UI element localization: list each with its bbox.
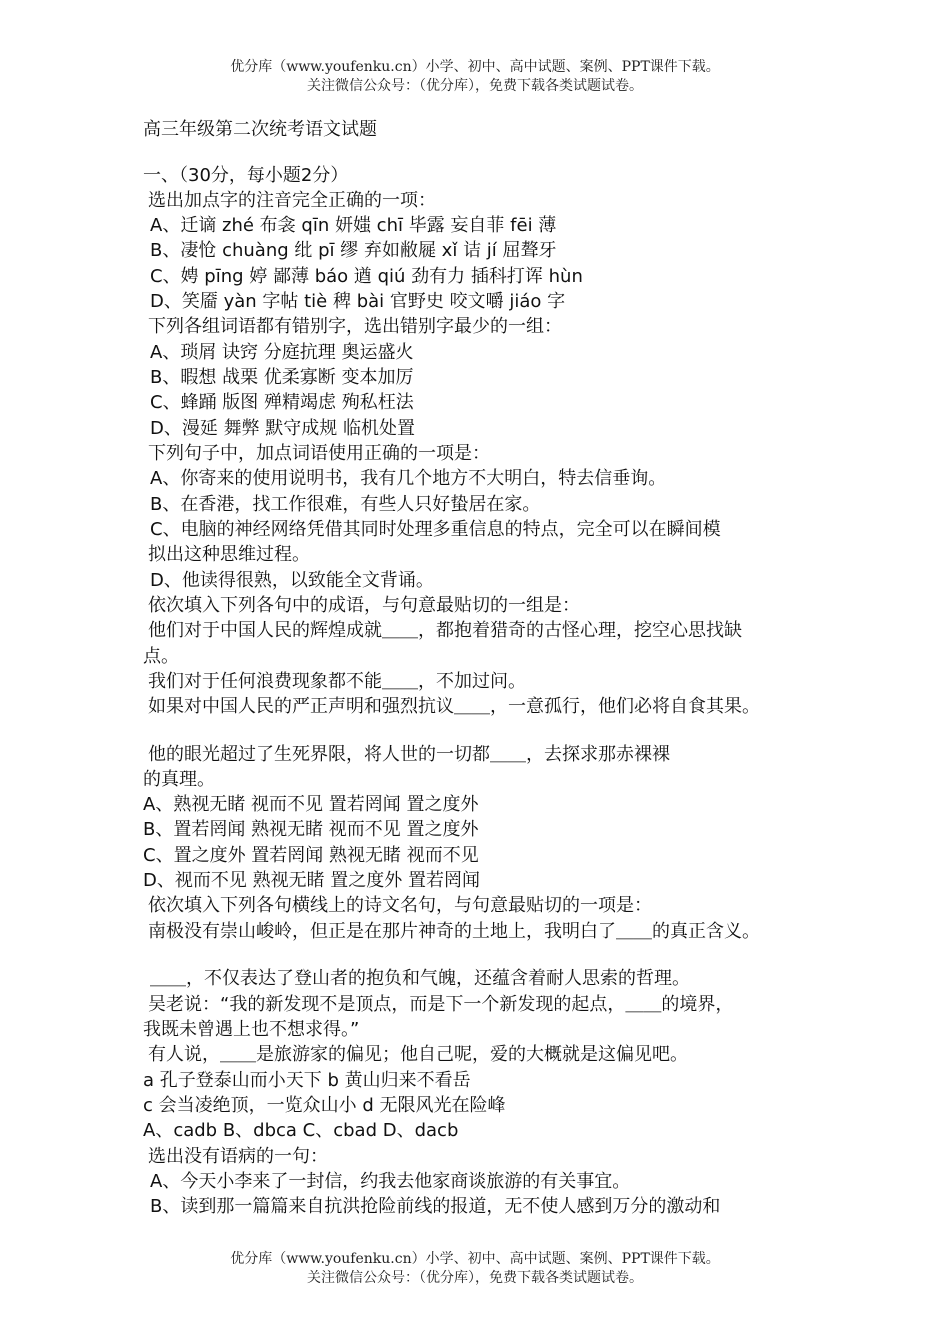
footer-line-2: 关注微信公众号：（优分库），免费下载各类试题试卷。 — [307, 1270, 643, 1286]
question-4-sentence-4: 他的眼光超过了生死界限，将人世的一切都＿＿，去探求那赤裸裸 — [148, 744, 670, 765]
question-4-sentence-3: 如果对中国人民的严正声明和强烈抗议＿＿，一意孤行，他们必将自食其果。 — [148, 696, 760, 717]
question-5-sentence-2: ＿＿，不仅表达了登山者的抱负和气魄，还蕴含着耐人思索的哲理。 — [150, 968, 690, 989]
question-1-option-c: C、娉 pīng 婷 鄙薄 báo 遒 qiú 劲有力 插科打诨 hùn — [150, 266, 583, 287]
header-line-2: 关注微信公众号：（优分库），免费下载各类试题试卷。 — [307, 78, 643, 94]
footer-line-1: 优分库（www.youfenku.cn）小学、初中、高中试题、案例、PPT课件下载。 — [230, 1251, 720, 1267]
question-2-option-a: A、琐屑 诀窍 分庭抗理 奥运盛火 — [150, 342, 414, 363]
question-1-option-a: A、迁谪 zhé 布衾 qīn 妍媸 chī 毕露 妄自菲 fēi 薄 — [150, 215, 557, 236]
section-heading: 一、（30分，每小题2分） — [143, 165, 349, 186]
question-2-option-c: C、蜂踊 版图 殚精竭虑 殉私枉法 — [150, 392, 414, 413]
question-3-option-b: B、在香港，找工作很难，有些人只好蛰居在家。 — [150, 494, 541, 515]
question-4-sentence-2: 我们对于任何浪费现象都不能＿＿，不加过问。 — [148, 671, 526, 692]
question-1-option-d: D、笑靥 yàn 字帖 tiè 稗 bài 官野史 咬文嚼 jiáo 字 — [150, 291, 566, 312]
question-5-options: A、cadb B、dbca C、cbad D、dacb — [143, 1120, 459, 1141]
question-3-option-d: D、他读得很熟，以致能全文背诵。 — [150, 570, 434, 591]
question-4-option-d: D、视而不见 熟视无睹 置之度外 置若罔闻 — [143, 870, 481, 891]
question-3-option-c: C、电脑的神经网络凭借其同时处理多重信息的特点，完全可以在瞬间模 — [150, 519, 721, 540]
question-6-option-a: A、今天小李来了一封信，约我去他家商谈旅游的有关事宜。 — [150, 1171, 631, 1192]
question-2-stem: 下列各组词语都有错别字，选出错别字最少的一组： — [148, 316, 562, 337]
question-6-option-b: B、读到那一篇篇来自抗洪抢险前线的报道，无不使人感到万分的激动和 — [150, 1196, 721, 1217]
question-4-option-b: B、置若罔闻 熟视无睹 视而不见 置之度外 — [143, 819, 479, 840]
page-header — [0, 58, 950, 96]
question-4-sentence-4-cont: 的真理。 — [143, 769, 215, 790]
page-footer — [0, 1250, 950, 1288]
question-5-sentence-4: 有人说，＿＿是旅游家的偏见；他自己呢，爱的大概就是这偏见吧。 — [148, 1044, 688, 1065]
question-2-option-d: D、漫延 舞弊 默守成规 临机处置 — [150, 418, 416, 439]
question-5-sentence-1: 南极没有崇山峻岭，但正是在那片神奇的土地上，我明白了＿＿的真正含义。 — [148, 921, 760, 942]
question-3-option-a: A、你寄来的使用说明书，我有几个地方不大明白，特去信垂询。 — [150, 468, 667, 489]
question-3-option-c-cont: 拟出这种思维过程。 — [148, 544, 310, 565]
question-5-poem-ab: a 孔子登泰山而小天下 b 黄山归来不看岳 — [143, 1070, 471, 1091]
question-1-option-b: B、凄怆 chuàng 纰 pī 缪 弃如敝屣 xǐ 诘 jí 屈聱牙 — [150, 240, 557, 261]
header-line-1: 优分库（www.youfenku.cn）小学、初中、高中试题、案例、PPT课件下载。 — [230, 59, 720, 75]
question-3-stem: 下列句子中，加点词语使用正确的一项是： — [148, 443, 490, 464]
question-5-sentence-3-cont: 我既未曾遇上也不想求得。” — [143, 1019, 360, 1040]
question-6-stem: 选出没有语病的一句： — [148, 1146, 328, 1167]
question-5-sentence-3: 吴老说：“我的新发现不是顶点，而是下一个新发现的起点，＿＿的境界， — [148, 994, 734, 1015]
question-2-option-b: B、暇想 战栗 优柔寡断 变本加厉 — [150, 367, 414, 388]
question-4-stem: 依次填入下列各句中的成语，与句意最贴切的一组是： — [148, 595, 580, 616]
question-4-sentence-1-cont: 点。 — [143, 646, 179, 667]
question-5-stem: 依次填入下列各句横线上的诗文名句，与句意最贴切的一项是： — [148, 895, 652, 916]
question-4-option-c: C、置之度外 置若罔闻 熟视无睹 视而不见 — [143, 845, 479, 866]
question-1-stem: 选出加点字的注音完全正确的一项： — [148, 190, 436, 211]
question-5-poem-cd: c 会当凌绝顶，一览众山小 d 无限风光在险峰 — [143, 1095, 506, 1116]
page-title: 高三年级第二次统考语文试题 — [143, 119, 377, 140]
question-4-sentence-1: 他们对于中国人民的辉煌成就＿＿，都抱着猎奇的古怪心理，挖空心思找缺 — [148, 620, 742, 641]
question-4-option-a: A、熟视无睹 视而不见 置若罔闻 置之度外 — [143, 794, 479, 815]
